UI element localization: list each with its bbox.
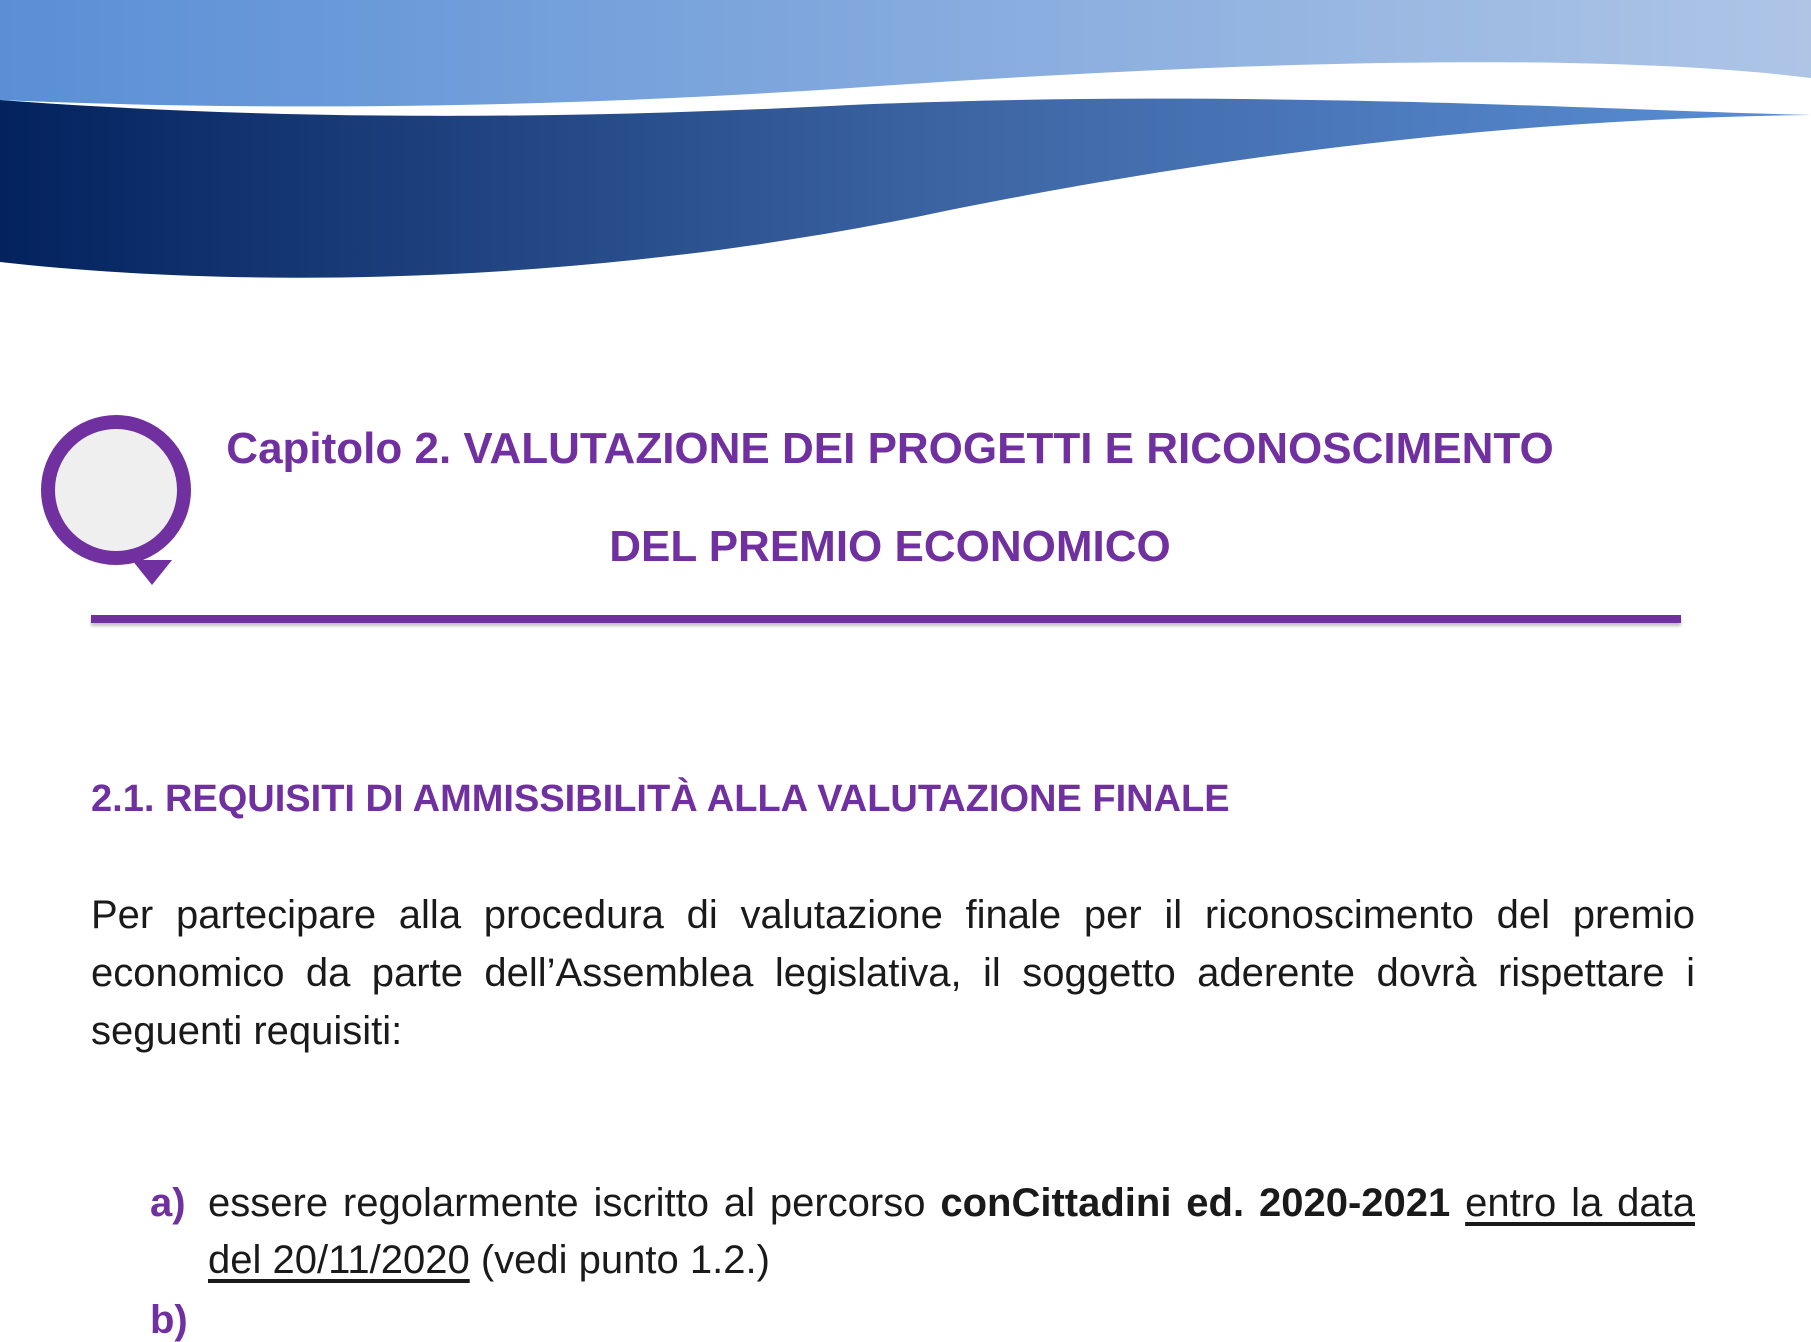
- requirement-marker-b: b): [150, 1298, 188, 1342]
- requirement-item-b-cropped: [150, 1298, 200, 1342]
- requirement-text-reference: (vedi punto 1.2.): [469, 1238, 770, 1282]
- chapter-title-line1: Capitolo 2. VALUTAZIONE DEI PROGETTI E RICONOSCIMENTO: [226, 424, 1554, 473]
- requirement-text: [208, 1175, 1695, 1289]
- header-wave-dark: [0, 99, 1811, 278]
- requirement-text-bold: conCittadini ed. 2020-2021: [940, 1181, 1451, 1225]
- section-heading: 2.1. REQUISITI DI AMMISSIBILITÀ ALLA VALUTAZIONE FINALE: [91, 778, 1230, 820]
- requirement-marker: a): [150, 1181, 186, 1225]
- header-wave-light: [0, 0, 1811, 106]
- requirement-text-underlined: entro la data del 20/11/2020: [208, 1181, 1695, 1282]
- intro-paragraph: Per partecipare alla procedura di valutazione finale per il riconoscimento del premio economico da parte dell’Assemblea legislativa, il soggetto aderente dovrà rispettare i seguenti requisiti:: [91, 893, 1695, 1053]
- requirement-text-plain: essere regolarmente iscritto al percorso: [208, 1181, 941, 1225]
- requirement-text-space: [1450, 1181, 1465, 1225]
- requirement-item-a: [150, 1175, 1695, 1289]
- header-wave-banner: [0, 0, 1811, 300]
- chapter-divider: [91, 615, 1681, 623]
- chapter-title-line2: DEL PREMIO ECONOMICO: [609, 522, 1171, 571]
